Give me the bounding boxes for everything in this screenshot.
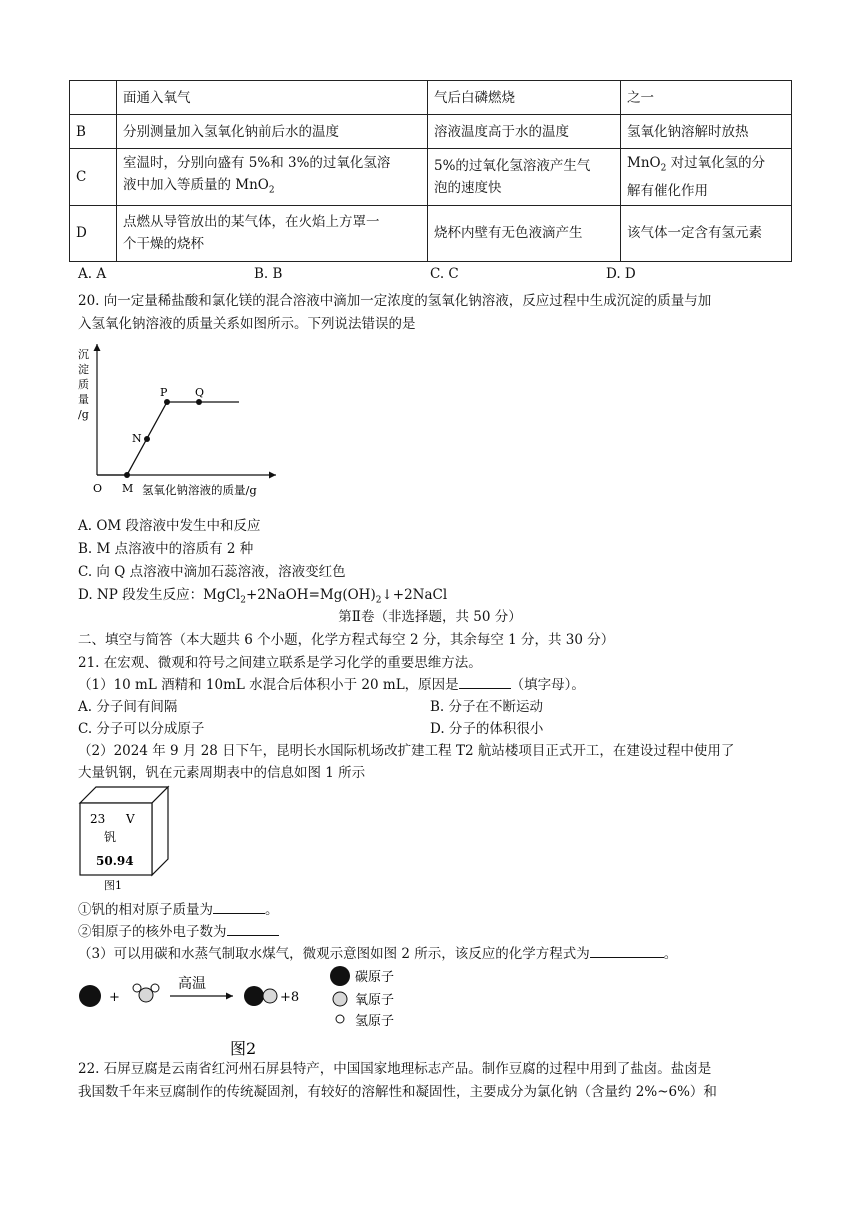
- method-line: 室温时，分别向盛有 5%和 3%的过氧化氢溶: [123, 155, 391, 171]
- conclusion-cell: 该气体一定含有氢元素: [621, 205, 792, 261]
- carbon-atom-icon: [79, 985, 101, 1007]
- conclusion-cell: 氢氧化钠溶解时放热: [621, 115, 792, 149]
- y-label: /g: [78, 408, 89, 421]
- method-line: 点燃从导管放出的某气体，在火焰上方罩一: [123, 214, 380, 231]
- q21-part3: [78, 942, 677, 962]
- phenomenon-cell: 溶液温度高于水的温度: [428, 115, 621, 149]
- table-row: [70, 149, 792, 206]
- question-text: （1）10 mL 酒精和 10mL 水混合后体积小于 20 mL，原因是: [78, 677, 459, 693]
- atomic-number: 23: [90, 812, 106, 826]
- phenomenon-line: 泡的速度快: [434, 179, 502, 196]
- y-label: 质: [78, 378, 89, 391]
- figure-caption: 图1: [104, 879, 122, 892]
- point-label: Q: [195, 386, 205, 399]
- q21-sub2: [78, 920, 279, 940]
- q20-option-b: B. M 点溶液中的溶质有 2 种: [78, 541, 254, 557]
- row-label: D: [70, 205, 117, 261]
- phenomenon-line: 5%的过氧化氢溶液产生气: [434, 157, 591, 174]
- oxygen-atom-icon: [333, 992, 347, 1006]
- question-text: 。: [663, 946, 678, 962]
- question-text: （3）可以用碳和水蒸气制取水煤气，微观示意图如图 2 所示，该反应的化学方程式为: [78, 946, 590, 962]
- curve: [97, 402, 239, 475]
- q19-option-a: A. A: [78, 266, 107, 282]
- legend-hydrogen: 氢原子: [355, 1014, 395, 1029]
- option-text: ↓+2NaCl: [381, 587, 448, 603]
- method-cell: 面通入氧气: [117, 81, 428, 115]
- hydrogen-atom-icon: [336, 1015, 344, 1023]
- subscript: 2: [268, 185, 275, 196]
- q21-sub1: [78, 898, 279, 918]
- row-label: [70, 81, 117, 115]
- hydrogen-atom-icon: [151, 984, 159, 992]
- y-label: 沉: [78, 348, 89, 361]
- oxygen-atom-icon: [139, 988, 153, 1002]
- q21-option-d: D. 分子的体积很小: [430, 721, 544, 737]
- conclusion-text: MnO: [627, 155, 661, 171]
- element-symbol: V: [126, 812, 135, 826]
- plus-eight: +8: [280, 990, 300, 1005]
- method-line: 个干燥的烧杯: [123, 236, 204, 253]
- q21-part2-line1: （2）2024 年 9 月 28 日下午，昆明长水国际机场改扩建工程 T2 航站楼项目正式开工，在建设过程中使用了: [78, 743, 735, 759]
- q19-option-c: C. C: [430, 266, 459, 282]
- element-card: [76, 783, 176, 895]
- q19-option-d: D. D: [606, 266, 636, 282]
- legend-carbon: 碳原子: [355, 970, 395, 985]
- hydrogen-atom-icon: [133, 984, 141, 992]
- y-label: 量: [78, 393, 89, 406]
- answer-blank[interactable]: [213, 899, 265, 914]
- section-heading: 二、填空与简答（本大题共 6 个小题，化学方程式每空 2 分，其余每空 1 分，共 30 分）: [78, 632, 615, 648]
- question-text: ②钼原子的核外电子数为: [78, 924, 227, 940]
- row-label: B: [70, 115, 117, 149]
- method-line: 液中加入等质量的 MnO: [123, 177, 269, 193]
- point-n: [144, 436, 150, 442]
- q21-option-c: C. 分子可以分成原子: [78, 721, 205, 737]
- carbon-atom-icon: [244, 986, 264, 1006]
- x-label: 氢氧化钠溶液的质量/g: [142, 483, 257, 497]
- subscript: 2: [375, 595, 382, 606]
- q20-option-d: [78, 583, 447, 606]
- point-label: P: [160, 386, 168, 399]
- table-row: [70, 115, 792, 149]
- answer-blank[interactable]: [227, 921, 279, 936]
- origin-label: O: [93, 482, 103, 495]
- carbon-atom-icon: [330, 966, 350, 986]
- reaction-diagram: [70, 962, 430, 1062]
- q21-option-b: B. 分子在不断运动: [430, 699, 544, 715]
- plus-sign: +: [109, 990, 120, 1005]
- q22-line1: 22. 石屏豆腐是云南省红河州石屏县特产，中国国家地理标志产品。制作豆腐的过程中用到了盐卤。盐卤是: [78, 1061, 712, 1077]
- q21-part1: [78, 673, 585, 693]
- element-name: 钒: [104, 830, 117, 844]
- table-row: [70, 81, 792, 115]
- option-text: D. NP 段发生反应：MgCl: [78, 587, 241, 603]
- point-m: [124, 472, 130, 478]
- conclusion-cell: 之一: [621, 81, 792, 115]
- q19-option-b: B. B: [254, 266, 283, 282]
- q21-part2-line2: 大量钒钢，钒在元素周期表中的信息如图 1 所示: [78, 765, 366, 781]
- subscript: 2: [240, 595, 246, 606]
- method-cell: [117, 149, 428, 206]
- conclusion-cell: [621, 149, 792, 206]
- phenomenon-cell: 烧杯内壁有无色液滴产生: [428, 205, 621, 261]
- reaction-condition: 高温: [178, 976, 206, 992]
- figure-caption: 图2: [230, 1039, 257, 1058]
- q20-stem-line2: 入氢氧化钠溶液的质量关系如图所示。下列说法错误的是: [78, 316, 416, 332]
- y-label: 淀: [78, 363, 89, 376]
- q21-stem: 21. 在宏观、微观和符号之间建立联系是学习化学的重要思维方法。: [78, 655, 482, 671]
- q22-line2: 我国数千年来豆腐制作的传统凝固剂，有较好的溶解性和凝固性，主要成分为氯化钠（含量约 2%~6%）和: [78, 1084, 717, 1100]
- answer-blank[interactable]: [459, 674, 511, 689]
- q20-stem-line1: 20. 向一定量稀盐酸和氯化镁的混合溶液中滴加一定浓度的氢氧化钠溶液，反应过程中生成沉淀的质量与加: [78, 293, 712, 309]
- point-q: [196, 399, 202, 405]
- answer-blank[interactable]: [590, 943, 664, 958]
- question-text: ①钒的相对原子质量为: [78, 902, 213, 918]
- row-label: C: [70, 149, 117, 206]
- option-text: +2NaOH=Mg(OH): [245, 587, 376, 603]
- phenomenon-cell: 气后白磷燃烧: [428, 81, 621, 115]
- q20-option-c: C. 向 Q 点溶液中滴加石蕊溶液，溶液变红色: [78, 564, 346, 580]
- conclusion-text: 对过氧化氢的分: [666, 155, 766, 171]
- section-title: 第Ⅱ卷（非选择题，共 50 分）: [338, 609, 522, 625]
- experiment-table: [69, 80, 792, 262]
- point-label: N: [132, 432, 142, 445]
- method-cell: [117, 205, 428, 261]
- q21-option-a: A. 分子间有间隔: [78, 699, 178, 715]
- oxygen-atom-icon: [263, 989, 277, 1003]
- precipitate-graph: [74, 338, 284, 500]
- point-p: [164, 399, 170, 405]
- phenomenon-cell: [428, 149, 621, 206]
- subscript: 2: [660, 163, 667, 174]
- legend-oxygen: 氧原子: [355, 993, 395, 1008]
- conclusion-line: 解有催化作用: [627, 182, 708, 199]
- q20-option-a: A. OM 段溶液中发生中和反应: [78, 518, 261, 534]
- atomic-mass: 50.94: [96, 854, 134, 868]
- method-cell: 分别测量加入氢氧化钠前后水的温度: [117, 115, 428, 149]
- point-label: M: [122, 482, 134, 495]
- table-row: [70, 205, 792, 261]
- question-text: 。: [265, 902, 279, 918]
- question-text: （填字母）。: [510, 677, 585, 693]
